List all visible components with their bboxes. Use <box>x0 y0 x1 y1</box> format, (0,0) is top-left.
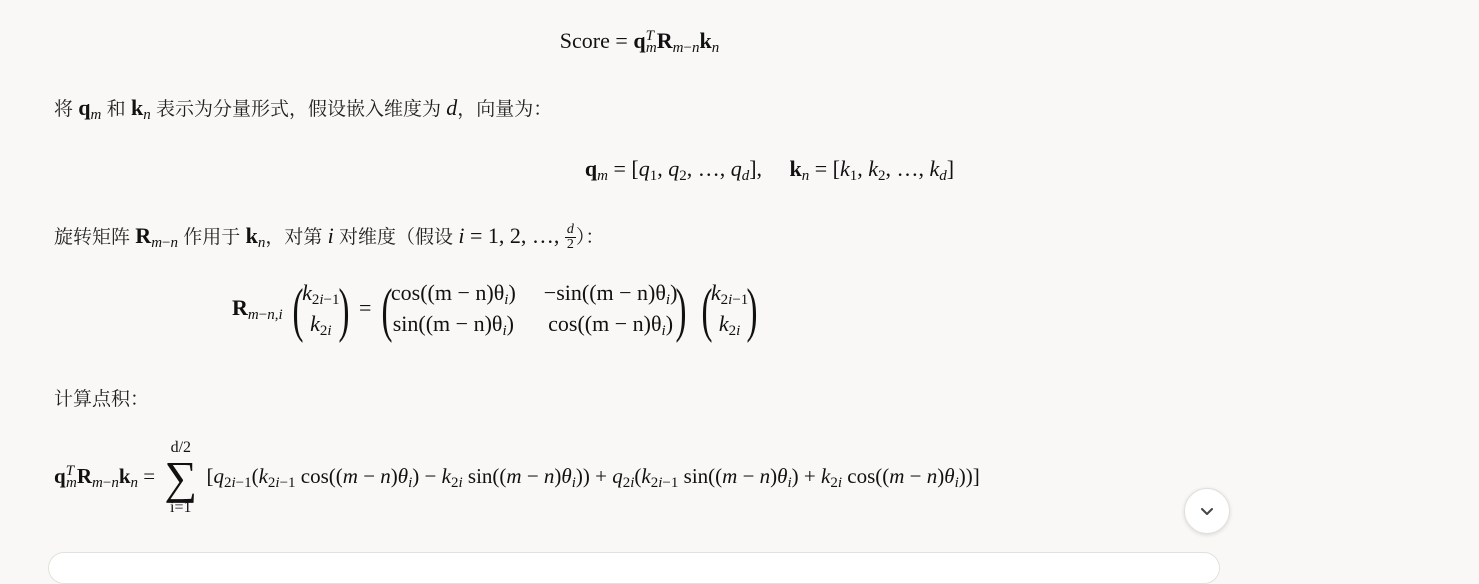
rotation-matrix-equation: $R_{m-n,i}$ ( $k_{2i-1}$ $k_{2i}$ ) = ( $\cos((m - n)\theta_i)$ $-\sin((m - n)\theta_i)$ $\sin((m - n)\theta_i)$ $\cos((m - n)\theta_i)$ ) ( $k_{2i-1}$ $k_{2i}$ ) <box>232 277 758 343</box>
rot-text-2: 作用于 <box>183 227 241 248</box>
intro-text-2: 和 <box>106 99 126 120</box>
rot-text-4: 对维度（假设 <box>339 227 454 248</box>
vector-equation: $q_m = [q_1$, $q_2$, …, $q_d$], $k_n = [k_1$, $k_2$, …, $k_d$] <box>584 156 955 184</box>
rot-text-1: 旋转矩阵 <box>54 227 131 248</box>
dot-product-label: 计算点积： <box>54 389 150 410</box>
score-label: Score <box>559 28 610 53</box>
scroll-down-button[interactable] <box>1184 488 1230 534</box>
summation: d/2 ∑ i=1 <box>164 439 198 516</box>
rot-text-5: ）： <box>575 227 605 248</box>
intro-text-1: 将 <box>54 99 74 120</box>
message-input-box[interactable] <box>48 552 1220 584</box>
rotation-matrix: $\cos((m - n)\theta_i)$ $-\sin((m - n)\theta_i)$ $\sin((m - n)\theta_i)$ $\cos((m - n)\theta_i)$ <box>390 280 678 339</box>
dot-product-equation: $q^T_mR_{m-n}k_n$ = d/2 ∑ i=1 [$q_{2i-1}(k_{2i-1}$ $\cos((m - n)\theta_i) - k_{2i}$ $\sin((m - n)\theta_i)) + q_{2i}(k_{2i-1}$ $\sin((m - n)\theta_i) + k_{2i}$ $\cos((m - n)\theta_i)$)] <box>54 439 980 516</box>
intro-text-3: 表示为分量形式，假设嵌入维度为 <box>156 99 442 120</box>
rot-text-3: ，对第 <box>265 227 323 248</box>
score-equation: Score = $q^T_mR_{m-n}k_n$ <box>559 28 720 56</box>
chevron-down-icon <box>1198 502 1216 520</box>
rotation-paragraph: 旋转矩阵 $R_{m-n}$ 作用于 $k_n$，对第 i 对维度（假设 i = 1, 2, …, $\frac{d}{2}$ ）： <box>54 222 605 253</box>
d-over-2-fraction: $\frac{d}{2}$ <box>566 222 574 253</box>
intro-paragraph: 将 $q_m$ 和 $k_n$ 表示为分量形式，假设嵌入维度为 d，向量为： <box>54 95 553 123</box>
intro-text-4: ，向量为： <box>457 99 553 120</box>
